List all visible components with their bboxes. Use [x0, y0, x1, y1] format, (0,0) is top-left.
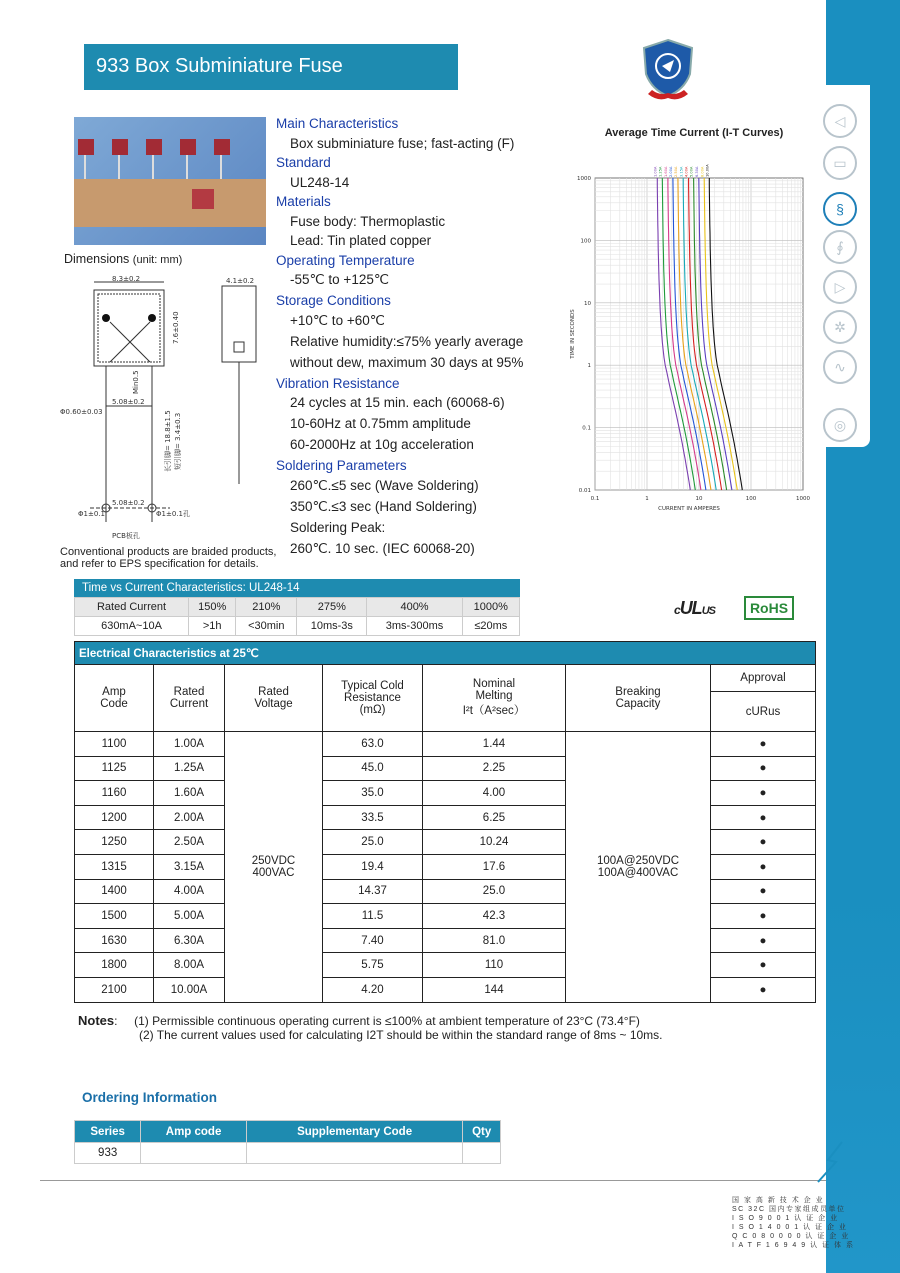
melting-cell: 144 — [423, 977, 566, 1002]
series-label: 1.60A — [664, 166, 668, 177]
electrical-characteristics-table — [74, 641, 816, 1003]
order-header-cell: Amp code — [141, 1121, 247, 1143]
amp-code-cell: 1250 — [75, 830, 154, 855]
tvc-cell: ≤20ms — [462, 617, 519, 636]
chart-title: Average Time Current (I-T Curves) — [604, 127, 784, 139]
amp-code-cell: 1400 — [75, 879, 154, 904]
char-line: 260℃.≤5 sec (Wave Soldering) — [290, 477, 479, 493]
product-photo — [74, 117, 266, 245]
tvc-cell: 10ms-3s — [297, 617, 367, 636]
char-heading: Storage Conditions — [276, 293, 391, 308]
order-header-cell: Supplementary Code — [246, 1121, 462, 1143]
rated-current-cell: 10.00A — [154, 977, 225, 1002]
ordering-title: Ordering Information — [82, 1090, 217, 1105]
hdr-melting: Nominal Melting I²t（A²sec） — [423, 665, 566, 732]
series-label: 2.50A — [674, 166, 679, 177]
char-line: without dew, maximum 30 days at 95% — [290, 354, 524, 370]
hdr-approval: Approval — [711, 665, 816, 692]
globe-icon: ◎ — [823, 408, 857, 442]
y-tick-label: 0.1 — [582, 425, 591, 432]
amp-code-cell: 1315 — [75, 854, 154, 879]
tvc-header-cell: Rated Current — [75, 598, 189, 617]
char-line: +10℃ to +60℃ — [290, 312, 385, 328]
hdr-cold-resistance: Typical Cold Resistance (mΩ) — [323, 665, 423, 732]
char-heading: Operating Temperature — [276, 252, 415, 268]
tvc-cell: 630mA~10A — [75, 617, 189, 636]
rated-current-cell: 4.00A — [154, 879, 225, 904]
cold-resistance-cell: 11.5 — [323, 904, 423, 929]
breaking-capacity-cell: 100A@250VDC 100A@400VAC — [566, 732, 711, 1003]
switch-icon: ▷ — [823, 270, 857, 304]
y-tick-label: 100 — [580, 238, 591, 245]
fuse-icon: § — [823, 192, 857, 226]
amp-code-cell: 1500 — [75, 904, 154, 929]
cold-resistance-cell: 7.40 — [323, 928, 423, 953]
dim-width-side: 4.1±0.2 — [226, 277, 255, 285]
char-line: Fuse body: Thermoplastic — [290, 213, 446, 229]
cold-resistance-cell: 45.0 — [323, 756, 423, 781]
char-line: 60-2000Hz at 10g acceleration — [290, 437, 474, 452]
lightning-icon — [812, 1140, 852, 1184]
order-cell — [463, 1143, 501, 1164]
amp-code-cell: 1200 — [75, 805, 154, 830]
series-label: 6.30A — [695, 166, 699, 177]
rated-current-cell: 6.30A — [154, 928, 225, 953]
x-tick-label: 100 — [745, 496, 757, 502]
melting-cell: 81.0 — [423, 928, 566, 953]
conventional-note: Conventional products are braided products, and refer to EPS specification for details. — [60, 546, 277, 570]
y-tick-label: 0.01 — [578, 488, 591, 494]
footer-line: 国 家 高 新 技 术 企 业 — [732, 1197, 825, 1204]
approval-cell: ● — [711, 805, 816, 830]
ordering-table — [74, 1120, 501, 1164]
rated-current-cell: 2.00A — [154, 805, 225, 830]
char-line: UL248-14 — [290, 174, 350, 190]
tvc-title: Time vs Current Characteristics: UL248-14 — [74, 579, 520, 597]
melting-cell: 4.00 — [423, 781, 566, 806]
certification-marks — [674, 596, 796, 622]
char-line: 24 cycles at 15 min. each (60068-6) — [290, 395, 505, 410]
dim-pcb-pitch: 5.08±0.2 — [112, 499, 145, 507]
approval-cell: ● — [711, 879, 816, 904]
cold-resistance-cell: 4.20 — [323, 977, 423, 1002]
melting-cell: 17.6 — [423, 854, 566, 879]
dim-body-height: 7.6±0.40 — [172, 311, 180, 344]
x-tick-label: 1000 — [796, 496, 810, 502]
amp-code-cell: 1125 — [75, 756, 154, 781]
dim-hole-2: Φ1±0.1孔 — [156, 510, 190, 518]
certification-footer — [732, 1196, 854, 1250]
char-line: 260℃. 10 sec. (IEC 60068-20) — [290, 540, 475, 556]
rohs-badge: RoHS — [744, 596, 794, 620]
rated-current-cell: 1.00A — [154, 732, 225, 757]
dim-pcb-label: PCB板孔 — [112, 532, 140, 540]
spark-icon: ✲ — [823, 310, 857, 344]
char-line: 10-60Hz at 0.75mm amplitude — [290, 416, 471, 431]
char-line: Lead: Tin plated copper — [290, 233, 432, 248]
char-heading: Materials — [276, 194, 331, 209]
thermal-icon: ∮ — [823, 230, 857, 264]
dim-hole-1: Φ1±0.1 — [78, 510, 105, 518]
amp-code-cell: 1160 — [75, 781, 154, 806]
amp-code-cell: 1630 — [75, 928, 154, 953]
series-label: 10.00A — [705, 164, 710, 177]
char-line: 350℃.≤3 sec (Hand Soldering) — [290, 498, 477, 514]
x-tick-label: 1 — [645, 496, 649, 502]
y-tick-label: 1 — [587, 363, 591, 370]
hdr-amp-code: Amp Code — [75, 665, 154, 732]
tvc-cell: <30min — [236, 617, 297, 636]
dimensions-label: Dimensions (unit: mm) — [64, 252, 183, 266]
approval-cell: ● — [711, 781, 816, 806]
melting-cell: 1.44 — [423, 732, 566, 757]
side-icon-panel — [812, 85, 870, 447]
dim-short-lead: 短引脚= 3.4±0.3 — [174, 412, 182, 470]
cold-resistance-cell: 35.0 — [323, 781, 423, 806]
main-characteristics — [276, 116, 546, 562]
char-heading: Soldering Parameters — [276, 458, 407, 473]
navigation-arrow-icon: ◁ — [823, 104, 857, 138]
footer-line: I S O 9 0 0 1 认 证 企 业 — [732, 1215, 839, 1222]
order-header-cell: Qty — [463, 1121, 501, 1143]
footer-line: I S O 1 4 0 0 1 认 证 企 业 — [732, 1224, 848, 1231]
cold-resistance-cell: 5.75 — [323, 953, 423, 978]
hdr-curus: cURus — [711, 692, 816, 732]
char-heading: Vibration Resistance — [276, 375, 400, 391]
dimension-drawing — [60, 272, 270, 544]
order-cell — [246, 1143, 462, 1164]
char-line: Soldering Peak: — [290, 519, 386, 535]
x-tick-label: 10 — [695, 496, 703, 502]
approval-cell: ● — [711, 928, 816, 953]
melting-cell: 2.25 — [423, 756, 566, 781]
tvc-header-cell: 1000% — [462, 598, 519, 617]
melting-cell: 42.3 — [423, 904, 566, 929]
cold-resistance-cell: 33.5 — [323, 805, 423, 830]
rated-current-cell: 3.15A — [154, 854, 225, 879]
series-label: 5.00A — [689, 166, 694, 177]
dim-pitch: 5.08±0.2 — [112, 398, 145, 406]
elec-title: Electrical Characteristics at 25℃ — [74, 641, 816, 664]
char-line: -55℃ to +125℃ — [290, 272, 390, 287]
cold-resistance-cell: 25.0 — [323, 830, 423, 855]
page-title: 933 Box Subminiature Fuse — [84, 44, 458, 90]
char-line: Box subminiature fuse; fast-acting (F) — [290, 135, 515, 151]
tvc-header-cell: 150% — [189, 598, 236, 617]
cold-resistance-cell: 63.0 — [323, 732, 423, 757]
rated-current-cell: 1.25A — [154, 756, 225, 781]
x-tick-label: 0.1 — [590, 496, 600, 502]
series-label: 3.15A — [679, 166, 684, 177]
char-heading: Standard — [276, 155, 331, 170]
time-vs-current-table — [74, 579, 520, 636]
footer-divider — [40, 1180, 826, 1181]
y-axis-label: TIME IN SECONDS — [570, 309, 576, 359]
series-label: 4.00A — [684, 166, 689, 177]
tvc-header-cell: 275% — [297, 598, 367, 617]
melting-cell: 110 — [423, 953, 566, 978]
cold-resistance-cell: 14.37 — [323, 879, 423, 904]
footer-line: SC 32C 国内专家组成员单位 — [732, 1206, 846, 1213]
hdr-rated-voltage: Rated Voltage — [225, 665, 323, 732]
approval-cell: ● — [711, 830, 816, 855]
char-heading: Main Characteristics — [276, 116, 399, 131]
melting-cell: 10.24 — [423, 830, 566, 855]
melting-cell: 6.25 — [423, 805, 566, 830]
order-cell — [141, 1143, 247, 1164]
dim-width-top: 8.3±0.2 — [112, 275, 141, 283]
order-cell: 933 — [75, 1143, 141, 1164]
rated-current-cell: 5.00A — [154, 904, 225, 929]
tvc-cell: 3ms-300ms — [367, 617, 462, 636]
tvc-cell: >1h — [189, 617, 236, 636]
rated-voltage-cell: 250VDC 400VAC — [225, 732, 323, 1003]
footer-line: I A T F 1 6 9 4 9 认 证 体 系 — [732, 1242, 855, 1249]
order-header-cell: Series — [75, 1121, 141, 1143]
dim-lead-diameter: Φ0.60±0.03 — [60, 408, 103, 416]
rated-current-cell: 1.60A — [154, 781, 225, 806]
it-curve-chart — [565, 160, 813, 518]
ul-mark-icon: cULUS — [674, 598, 715, 618]
series-label: 1.00A — [653, 166, 658, 177]
tvc-header-cell: 210% — [236, 598, 297, 617]
footer-line: Q C 0 8 0 0 0 0 认 证 企 业 — [732, 1233, 850, 1240]
series-label: 2.00A — [669, 166, 673, 177]
table-row — [75, 732, 816, 757]
x-axis-label: CURRENT IN AMPERES — [658, 506, 720, 512]
book-icon: ▭ — [823, 146, 857, 180]
hdr-breaking: Breaking Capacity — [566, 665, 711, 732]
tvc-header-cell: 400% — [367, 598, 462, 617]
y-tick-label: 10 — [584, 300, 591, 307]
dim-min-length: Min0.5 — [132, 370, 140, 394]
approval-cell: ● — [711, 732, 816, 757]
notes: Notes: (1) Permissible continuous operating current is ≤100% at ambient temperature of 23°C (73.4°F) (2) The current values used for calculating I2T should be within the standard range of 8ms ~ 10ms. — [78, 1013, 663, 1042]
series-label: 1.25A — [658, 166, 663, 177]
y-tick-label: 1000 — [577, 176, 591, 182]
approval-cell: ● — [711, 904, 816, 929]
approval-cell: ● — [711, 953, 816, 978]
char-line: Relative humidity:≤75% yearly average — [290, 333, 524, 349]
dim-long-lead: 长引脚= 18.8±1.5 — [164, 410, 172, 472]
approval-cell: ● — [711, 977, 816, 1002]
company-logo-icon — [640, 38, 696, 104]
hdr-rated-current: Rated Current — [154, 665, 225, 732]
amp-code-cell: 1100 — [75, 732, 154, 757]
approval-cell: ● — [711, 854, 816, 879]
rated-current-cell: 2.50A — [154, 830, 225, 855]
series-label: 8.00A — [700, 166, 705, 177]
rated-current-cell: 8.00A — [154, 953, 225, 978]
approval-cell: ● — [711, 756, 816, 781]
cold-resistance-cell: 19.4 — [323, 854, 423, 879]
melting-cell: 25.0 — [423, 879, 566, 904]
amp-code-cell: 1800 — [75, 953, 154, 978]
wave-icon: ∿ — [823, 350, 857, 384]
amp-code-cell: 2100 — [75, 977, 154, 1002]
